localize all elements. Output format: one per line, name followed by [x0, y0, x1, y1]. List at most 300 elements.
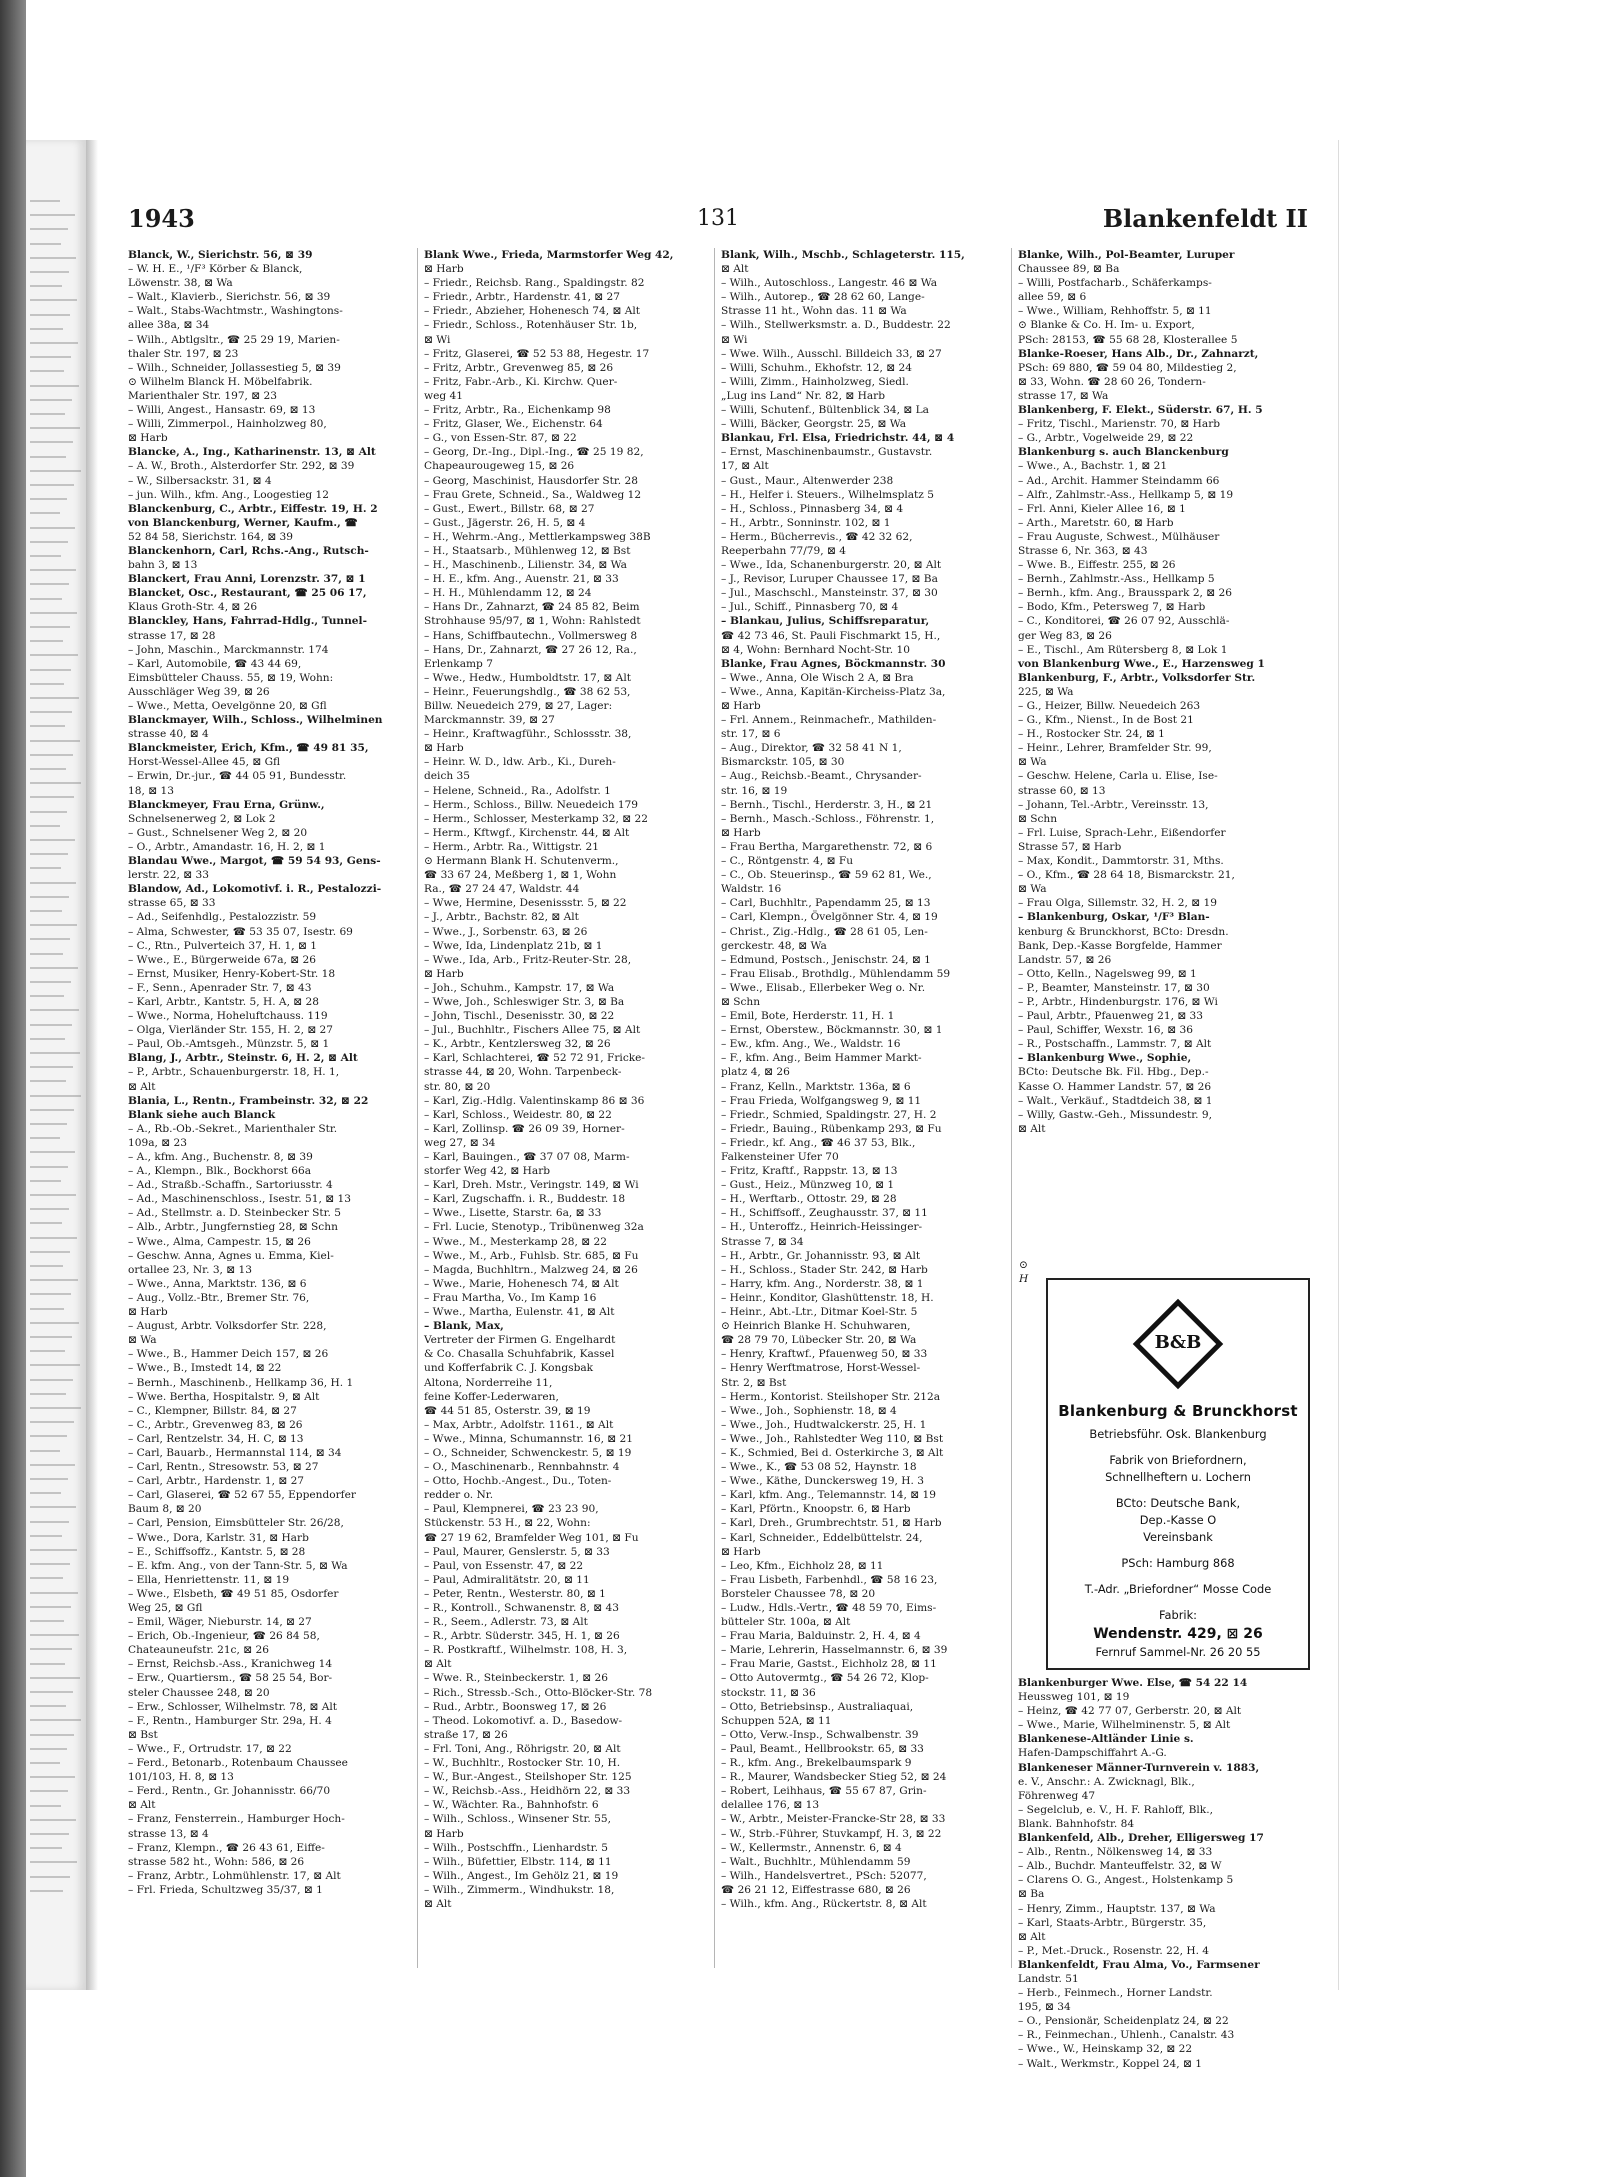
directory-entry-line: „Lug ins Land“ Nr. 82, ⊠ Harb	[721, 389, 886, 402]
ad-company-name: Blankenburg & Brunckhorst	[1058, 1402, 1298, 1420]
previous-page-text-trace	[30, 1123, 67, 1125]
directory-entry-line: Blania, L., Rentn., Frambeinstr. 32, ⊠ 22	[128, 1094, 369, 1107]
directory-entry-line: Blanckmeyer, Frau Erna, Grünw.,	[128, 798, 325, 811]
directory-entry-line: – Gust., Heiz., Münzweg 10, ⊠ 1	[721, 1179, 895, 1192]
directory-entry-line: Blankenese-Altländer Linie s.	[1018, 1733, 1194, 1746]
directory-entry-line: – H., Werftarb., Ottostr. 29, ⊠ 28	[721, 1193, 897, 1206]
previous-page-text-trace	[30, 768, 66, 770]
previous-page-text-trace	[30, 1379, 73, 1381]
directory-entry-line: – Wwe., Anna, Marktstr. 136, ⊠ 6	[128, 1277, 307, 1290]
previous-page-text-trace	[30, 796, 74, 798]
directory-entry-line: – Frl. Lucie, Stenotyp., Tribünenweg 32a	[424, 1221, 644, 1234]
directory-entry-line: – R. Postkraftf., Wilhelmstr. 108, H. 3,	[424, 1644, 628, 1657]
directory-entry-line: – W., Strb.-Führer, Stuvkampf, H. 3, ⊠ 22	[721, 1827, 942, 1840]
directory-entry-line: Blanke, Wilh., Pol-Beamter, Luruper	[1018, 249, 1235, 261]
directory-entry-line: lerstr. 22, ⊠ 33	[128, 869, 209, 882]
directory-entry-line: – Karl, Staats-Arbtr., Bürgerstr. 35,	[1018, 1916, 1207, 1929]
previous-page-text-trace	[30, 569, 76, 571]
previous-page-text-trace	[30, 541, 68, 543]
directory-entry-line: Landstr. 57, ⊠ 26	[1018, 953, 1112, 966]
directory-entry-line: – Theod. Lokomotivf. a. D., Basedow-	[424, 1714, 623, 1727]
directory-entry-line: – Franz, Fensterrein., Hamburger Hoch-	[128, 1813, 345, 1826]
directory-entry-line: ⊠ Wi	[721, 333, 748, 346]
directory-entry-line: – John, Tischl., Desenisstr. 30, ⊠ 22	[424, 1010, 615, 1023]
directory-entry-line: – Bernh., Maschinenb., Hellkamp 36, H. 1	[128, 1376, 354, 1389]
directory-entry-line: – Heinr. W. D., ldw. Arb., Ki., Dureh-	[424, 756, 616, 769]
page-gutter-shadow	[86, 140, 98, 1990]
directory-entry-line: Blanckenburg, C., Arbtr., Eiffestr. 19, H. 2	[128, 502, 378, 515]
directory-entry-line: – Paul, Klempnerei, ☎ 23 23 90,	[424, 1503, 599, 1516]
previous-page-text-trace	[30, 782, 81, 784]
directory-entry-line: – H. H., Mühlendamm 12, ⊠ 24	[424, 587, 592, 600]
directory-entry-line: – R., Feinmechan., Uhlenh., Canalstr. 43	[1018, 2029, 1235, 2042]
directory-entry-line: – Georg, Maschinist, Hausdorfer Str. 28	[424, 474, 639, 487]
previous-page-text-trace	[30, 1450, 60, 1452]
directory-entry-line: bahn 3, ⊠ 13	[128, 559, 198, 572]
directory-entry-line: – Wwe., William, Rehhoffstr. 5, ⊠ 11	[1018, 305, 1212, 318]
directory-entry-line: – Geschw. Anna, Agnes u. Emma, Kiel-	[128, 1249, 334, 1262]
directory-entry-line: Erlenkamp 7	[424, 657, 493, 670]
directory-entry-line: – H., Unteroffz., Heinrich-Heissinger-	[721, 1221, 923, 1234]
directory-entry-line: – Willi, Postfacharb., Schäferkamps-	[1018, 277, 1212, 290]
directory-entry-line: – R., Kontroll., Schwanenstr. 8, ⊠ 43	[424, 1602, 619, 1614]
directory-entry-line: – Wwe., Joh., Sophienstr. 18, ⊠ 4	[721, 1404, 897, 1417]
previous-page-text-trace	[30, 342, 78, 344]
directory-entry-line: – W., Bur.-Angest., Steilshoper Str. 125	[424, 1771, 632, 1784]
previous-page-text-trace	[30, 1577, 63, 1579]
directory-entry-line: feine Koffer-Lederwaren,	[424, 1390, 559, 1403]
previous-page-text-trace	[30, 1080, 66, 1082]
directory-entry-line: Chapeaurougeweg 15, ⊠ 26	[424, 460, 575, 473]
stamp-letter: H	[1019, 1273, 1029, 1285]
directory-entry-line: – F., kfm. Ang., Beim Hammer Markt-	[721, 1052, 922, 1065]
previous-page-text-trace	[30, 1237, 77, 1239]
column-4-upper	[1018, 248, 1301, 1253]
directory-entry-line: – Karl, Zig.-Hdlg. Valentinskamp 86 ⊠ 36	[424, 1094, 645, 1107]
previous-page-text-trace	[30, 1421, 74, 1423]
directory-entry-line: allee 38a, ⊠ 34	[128, 319, 210, 332]
directory-entry-line: – Ad., Seifenhdlg., Pestalozzistr. 59	[128, 911, 317, 924]
directory-entry-line: ⊠ Harb	[128, 432, 168, 445]
directory-entry-line: – W., Arbtr., Meister-Francke-Str 28, ⊠ 33	[721, 1813, 946, 1826]
directory-entry-line: weg 41	[424, 389, 463, 402]
directory-entry-line: – G., Arbtr., Vogelweide 29, ⊠ 22	[1018, 432, 1194, 445]
directory-entry-line: Billw. Neuedeich 279, ⊠ 27, Lager:	[424, 700, 613, 712]
directory-entry-line: – Otto, Betriebsinsp., Australiaquai,	[721, 1700, 914, 1713]
previous-page-text-trace	[30, 1762, 60, 1764]
directory-entry-line: – Johann, Tel.-Arbtr., Vereinsstr. 13,	[1018, 798, 1209, 811]
directory-entry-line: – Ernst, Maschinenbaumstr., Gustavstr.	[721, 446, 933, 459]
directory-entry-line: von Blanckenburg, Werner, Kaufm., ☎	[128, 516, 358, 529]
directory-entry-line: ⊠ Harb	[424, 967, 464, 980]
directory-entry-line: – Wwe., E., Bürgerweide 67a, ⊠ 26	[128, 953, 317, 966]
directory-entry-line: – Robert, Leihhaus, ☎ 55 67 87, Grin-	[721, 1785, 927, 1798]
directory-entry-line: – Wilh., kfm. Ang., Rückertstr. 8, ⊠ Alt	[721, 1897, 927, 1910]
directory-entry-line: – Otto, Hochb.-Angest., Du., Toten-	[424, 1475, 612, 1488]
directory-entry-line: Marckmannstr. 39, ⊠ 27	[424, 714, 555, 727]
previous-page-text-trace	[30, 867, 61, 869]
directory-entry-line: – Magda, Buchhltrn., Malzweg 24, ⊠ 26	[424, 1263, 638, 1276]
directory-entry-line: Heussweg 101, ⊠ 19	[1018, 1691, 1130, 1704]
directory-entry-line: – Frau Lisbeth, Farbenhdl., ☎ 58 16 23,	[721, 1573, 938, 1586]
directory-entry-line: – Paul, Arbtr., Pfauenweg 21, ⊠ 33	[1018, 1010, 1204, 1023]
directory-entry-line: Blanckmayer, Wilh., Schloss., Wilhelminen	[128, 714, 383, 727]
directory-entry-line: – Wwe, Hermine, Desenissstr. 5, ⊠ 22	[424, 897, 627, 910]
directory-entry-line: – H., Arbtr., Gr. Johannisstr. 93, ⊠ Alt	[721, 1249, 921, 1262]
previous-page-text-trace	[30, 654, 78, 656]
directory-entry-line: Weg 25, ⊠ Gfl	[128, 1602, 203, 1614]
previous-page-text-trace	[30, 399, 72, 401]
directory-entry-line: – Wilh., Schneider, Jollassestieg 5, ⊠ 39	[128, 361, 341, 374]
directory-entry-line: – Wwe., Minna, Schumannstr. 16, ⊠ 21	[424, 1432, 634, 1445]
previous-page-text-trace	[30, 370, 64, 372]
directory-entry-line: PSch: 69 880, ☎ 59 04 80, Mildestieg 2,	[1018, 361, 1237, 374]
directory-entry-line: ⊠ Wa	[1018, 883, 1047, 896]
directory-entry-line: – K., Arbtr., Kentzlersweg 32, ⊠ 26	[424, 1038, 611, 1051]
directory-entry-line: – Frl. Luise, Sprach-Lehr., Eißendorfer	[1018, 826, 1226, 839]
directory-entry-line: – Wwe, Ida, Lindenplatz 21b, ⊠ 1	[424, 939, 603, 952]
previous-page-text-trace	[30, 825, 60, 827]
company-advertisement	[1046, 1278, 1310, 1670]
directory-entry-line: – Walt., Verkäuf., Stadtdeich 38, ⊠ 1	[1018, 1094, 1213, 1107]
directory-entry-line: – Wwe., M., Arb., Fuhlsb. Str. 685, ⊠ Fu	[424, 1249, 639, 1262]
directory-entry-line: – Wwe. Wilh., Ausschl. Billdeich 33, ⊠ 27	[721, 347, 942, 360]
directory-entry-line: – Ad., Archit. Hammer Steindamm 66	[1018, 474, 1220, 487]
directory-entry-line: ☎ 28 79 70, Lübecker Str. 20, ⊠ Wa	[721, 1334, 917, 1347]
directory-entry-line: – Bernh., Tischl., Herderstr. 3, H., ⊠ 21	[721, 798, 933, 811]
directory-entry-line: – Willi, Bäcker, Georgstr. 25, ⊠ Wa	[721, 418, 907, 431]
previous-page-text-trace	[30, 725, 65, 727]
header-year: 1943	[128, 204, 195, 233]
ad-line: Dep.-Kasse O	[1139, 1513, 1217, 1527]
previous-page-text-trace	[30, 1748, 67, 1750]
directory-entry-line: – Fritz, Glaserei, ☎ 52 53 88, Hegestr. 17	[424, 347, 650, 360]
directory-entry-line: ⊠ 33, Wohn. ☎ 28 60 26, Tondern-	[1018, 375, 1206, 388]
directory-entry-line: deich 35	[424, 770, 471, 783]
directory-entry-line: ⊠ Schn	[721, 995, 761, 1008]
directory-entry-line: Eimsbütteler Chauss. 55, ⊠ 19, Wohn:	[128, 671, 334, 684]
directory-entry-line: – Wwe., J., Sorbenstr. 63, ⊠ 26	[424, 925, 588, 938]
directory-entry-line: – Wwe., Metta, Oevelgönne 20, ⊠ Gfl	[128, 700, 327, 712]
previous-page-text-trace	[30, 314, 70, 316]
directory-entry-line: – Friedr., Schloss., Rotenhäuser Str. 1b,	[424, 319, 638, 332]
directory-entry-line: ⊠ Harb	[424, 263, 464, 276]
previous-page-text-trace	[30, 598, 62, 600]
directory-entry-line: – Blankenburg Wwe., Sophie,	[1018, 1052, 1192, 1065]
directory-entry-line: – Hans, Schiffbautechn., Vollmersweg 8	[424, 629, 638, 642]
directory-entry-line: – Karl, Schneider., Eddelbüttelstr. 24,	[721, 1531, 923, 1544]
directory-entry-line: 52 84 58, Sierichstr. 164, ⊠ 39	[128, 530, 294, 543]
previous-page-text-trace	[30, 981, 71, 983]
directory-entry-line: Blanckert, Frau Anni, Lorenzstr. 37, ⊠ 1	[128, 573, 366, 586]
directory-entry-line: – Wilh., Stellwerksmstr. a. D., Buddestr. 22	[721, 319, 951, 332]
directory-entry-line: – Frl. Anni, Kieler Allee 16, ⊠ 1	[1018, 502, 1186, 515]
directory-entry-line: Stückenstr. 53 H., ⊠ 22, Wohn:	[424, 1517, 591, 1530]
previous-page-text-trace	[30, 1180, 61, 1182]
column-divider	[1011, 248, 1012, 1968]
directory-entry-line: – Karl, Schlachterei, ☎ 52 72 91, Fricke-	[424, 1052, 646, 1065]
ad-phone: Fernruf Sammel-Nr. 26 20 55	[1095, 1645, 1261, 1659]
previous-page-text-trace	[30, 1890, 63, 1892]
previous-page-text-trace	[30, 1549, 77, 1551]
ad-line: BCto: Deutsche Bank,	[1115, 1496, 1241, 1510]
directory-entry-line: bütteler Str. 100a, ⊠ Alt	[721, 1616, 851, 1629]
directory-entry-line: – Wilh., Schloss., Winsener Str. 55,	[424, 1813, 611, 1826]
directory-entry-line: – Carl, Rentzelstr. 34, H. C, ⊠ 13	[128, 1432, 304, 1445]
directory-entry-line: – H., Schiffsoff., Zeughausstr. 37, ⊠ 11	[721, 1207, 928, 1220]
directory-entry-line: – Wwe., Dora, Karlstr. 31, ⊠ Harb	[128, 1531, 309, 1544]
directory-entry-line: – Karl, Zugschaffn. i. R., Buddestr. 18	[424, 1193, 626, 1206]
directory-entry-line: Kasse O. Hammer Landstr. 57, ⊠ 26	[1018, 1080, 1212, 1093]
directory-entry-line: ⊠ Schn	[1018, 812, 1058, 825]
directory-entry-line: – Paul, von Essenstr. 47, ⊠ 22	[424, 1559, 584, 1572]
directory-entry-line: – Fritz, Arbtr., Ra., Eichenkamp 98	[424, 404, 611, 417]
directory-entry-line: – H., Arbtr., Sonninstr. 102, ⊠ 1	[721, 516, 891, 529]
directory-entry-line: – Ferd., Rentn., Gr. Johannisstr. 66/70	[128, 1785, 331, 1798]
directory-entry-line: – Paul, Beamt., Hellbrookstr. 65, ⊠ 33	[721, 1742, 924, 1755]
directory-entry-line: ⊠ Bst	[128, 1728, 158, 1741]
previous-page-text-trace	[30, 896, 69, 898]
directory-entry-line: – Carl, Bauarb., Hermannstal 114, ⊠ 34	[128, 1446, 342, 1459]
previous-page-text-trace	[30, 1364, 80, 1366]
directory-entry-line: – Willi, Zimmerpol., Hainholzweg 80,	[128, 418, 327, 431]
directory-entry-line: Blanke-Roeser, Hans Alb., Dr., Zahnarzt,	[1018, 347, 1259, 360]
directory-entry-line: – Wwe., K., ☎ 53 08 52, Haynstr. 18	[721, 1461, 917, 1474]
directory-entry-line: Blancke, A., Ing., Katharinenstr. 13, ⊠ Alt	[128, 446, 376, 459]
previous-page-text-trace	[30, 583, 69, 585]
directory-entry-line: – Peter, Rentn., Westerstr. 80, ⊠ 1	[424, 1587, 606, 1600]
directory-entry-line: – Frau Bertha, Margarethenstr. 72, ⊠ 6	[721, 840, 933, 853]
directory-entry-line: – Carl, Rentn., Stresowstr. 53, ⊠ 27	[128, 1461, 319, 1474]
directory-entry-line: – G., von Essen-Str. 87, ⊠ 22	[424, 432, 577, 445]
previous-page-text-trace	[30, 640, 63, 642]
directory-entry-line: platz 4, ⊠ 26	[721, 1066, 790, 1079]
directory-entry-line: – Bodo, Kfm., Petersweg 7, ⊠ Harb	[1018, 601, 1206, 614]
directory-entry-line: – Alb., Arbtr., Jungfernstieg 28, ⊠ Schn	[128, 1221, 338, 1234]
previous-page-text-trace	[30, 427, 80, 429]
directory-entry-line: Str. 2, ⊠ Bst	[721, 1376, 787, 1389]
directory-entry-line: – Gust., Ewert., Billstr. 68, ⊠ 27	[424, 502, 595, 515]
previous-page-text-trace	[30, 1506, 76, 1508]
directory-entry-line: – Herm., Schloss., Billw. Neuedeich 179	[424, 798, 639, 811]
directory-entry-line: – E., Schiffsoffz., Kantstr. 5, ⊠ 28	[128, 1545, 306, 1558]
directory-entry-line: – Henry, Kraftwf., Pfauenweg 50, ⊠ 33	[721, 1348, 928, 1361]
previous-page-text-trace	[30, 1009, 79, 1011]
directory-entry-line: – Otto Autovermtg., ☎ 54 26 72, Klop-	[721, 1672, 929, 1685]
directory-entry-line: ☎ 33 67 24, Meßberg 1, ⊠ 1, Wohn	[424, 869, 617, 882]
ad-line: Fabrik von Briefordnern,	[1109, 1453, 1247, 1467]
directory-entry-line: – F., Rentn., Hamburger Str. 29a, H. 4	[128, 1714, 332, 1727]
directory-entry-line: 225, ⊠ Wa	[1018, 685, 1074, 698]
directory-entry-line: thaler Str. 197, ⊠ 23	[128, 347, 239, 360]
directory-entry-line: – Frl. Annem., Reinmachefr., Mathilden-	[721, 714, 937, 727]
previous-page-text-trace	[30, 214, 75, 216]
directory-entry-line: – Alma, Schwester, ☎ 53 35 07, Isestr. 69	[128, 925, 353, 938]
directory-entry-line: – Frau Elisab., Brothdlg., Mühlendamm 59	[721, 967, 951, 980]
directory-entry-line: – O., Kfm., ☎ 28 64 18, Bismarckstr. 21,	[1018, 869, 1235, 882]
directory-entry-line: – Fritz, Arbtr., Grevenweg 85, ⊠ 26	[424, 361, 614, 374]
directory-entry-line: Blank siehe auch Blanck	[128, 1108, 276, 1121]
directory-entry-line: ⊠ Alt	[721, 263, 749, 276]
directory-entry-line: ⊙ Wilhelm Blanck H. Möbelfabrik.	[128, 375, 313, 388]
directory-entry-line: – Wwe., Joh., Rahlstedter Weg 110, ⊠ Bst	[721, 1432, 944, 1445]
directory-entry-line: – Willi, Schuhm., Ekhofstr. 12, ⊠ 24	[721, 361, 913, 374]
directory-entry-line: – Friedr., Arbtr., Hardenstr. 41, ⊠ 27	[424, 291, 621, 304]
directory-entry-line: – Wwe., A., Bachstr. 1, ⊠ 21	[1018, 460, 1168, 473]
directory-entry-line: – Max, Arbtr., Adolfstr. 1161., ⊠ Alt	[424, 1418, 614, 1431]
directory-entry-line: strasse 582 ht., Wohn: 586, ⊠ 26	[128, 1855, 305, 1868]
directory-entry-line: – John, Maschin., Marckmannstr. 174	[128, 643, 329, 656]
directory-entry-line: von Blankenburg Wwe., E., Harzensweg 1	[1018, 657, 1265, 670]
previous-page-text-trace	[30, 1279, 78, 1281]
directory-entry-line: – P., Beamter, Mansteinstr. 17, ⊠ 30	[1018, 981, 1210, 994]
directory-entry-line: – Wwe., Alma, Campestr. 15, ⊠ 26	[128, 1235, 311, 1248]
directory-entry-line: Blankenburg s. auch Blanckenburg	[1018, 446, 1229, 459]
directory-entry-line: – Aug., Reichsb.-Beamt., Chrysander-	[721, 770, 922, 783]
previous-page-text-trace	[30, 385, 79, 387]
previous-page-text-trace	[30, 1208, 69, 1210]
directory-entry-line: – Bernh., Zahlmstr.-Ass., Hellkamp 5	[1018, 573, 1215, 586]
directory-entry-line: strasse 17, ⊠ Wa	[1018, 389, 1109, 402]
directory-entry-line: – Ad., Straßb.-Schaffn., Sartoriusstr. 4	[128, 1179, 333, 1192]
directory-entry-line: – Karl, Automobile, ☎ 43 44 69,	[128, 657, 302, 670]
directory-entry-line: – Frau Grete, Schneid., Sa., Waldweg 12	[424, 488, 642, 501]
previous-page-text-trace	[30, 1095, 81, 1097]
directory-entry-line: – C., Röntgenstr. 4, ⊠ Fu	[721, 855, 854, 868]
directory-entry-line: und Kofferfabrik C. J. Kongsbak	[424, 1362, 594, 1375]
directory-entry-line: – Herm., Kontorist. Steilshoper Str. 212a	[721, 1390, 941, 1403]
previous-page-text-trace	[30, 811, 67, 813]
directory-entry-line: – W., Reichsb.-Ass., Heidhörn 22, ⊠ 33	[424, 1785, 631, 1798]
directory-entry-line: – O., Maschinenarb., Rennbahnstr. 4	[424, 1461, 620, 1474]
ad-address: Wendenstr. 429, ⊠ 26	[1093, 1626, 1263, 1642]
directory-entry-line: ⊙ Hermann Blank H. Schutenverm.,	[424, 855, 619, 868]
directory-entry-line: Vertreter der Firmen G. Engelhardt	[424, 1334, 616, 1347]
previous-page-text-trace	[30, 1265, 63, 1267]
directory-entry-line: – Heinr., Konditor, Glashüttenstr. 18, H.	[721, 1291, 934, 1304]
previous-page-text-trace	[30, 228, 68, 230]
directory-entry-line: – W., Silbersackstr. 31, ⊠ 4	[128, 474, 272, 487]
directory-entry-line: Blank Wwe., Frieda, Marmstorfer Weg 42,	[424, 249, 674, 261]
previous-page-text-trace	[30, 1336, 72, 1338]
directory-entry-line: – Heinr., Feuerungshdlg., ☎ 38 62 53,	[424, 685, 631, 698]
directory-entry-line: – Blankau, Julius, Schiffsreparatur,	[721, 615, 930, 628]
previous-page-text-trace	[30, 711, 72, 713]
directory-entry-line: Strasse 57, ⊠ Harb	[1018, 840, 1122, 853]
directory-entry-line: – Gust., Schnelsener Weg 2, ⊠ 20	[128, 826, 308, 839]
directory-entry-line: – Hans Dr., Zahnarzt, ☎ 24 85 82, Beim	[424, 601, 640, 614]
ad-line: PSch: Hamburg 868	[1121, 1556, 1235, 1570]
previous-page-text-trace	[30, 356, 71, 358]
directory-entry-line: – Walt., Stabs-Wachtmstr., Washingtons-	[128, 305, 343, 318]
directory-entry-line: – W., Wächter. Ra., Bahnhofstr. 6	[424, 1799, 599, 1812]
directory-entry-line: – Wwe., Marie, Wilhelminenstr. 5, ⊠ Alt	[1018, 1719, 1231, 1732]
directory-entry-line: ⊠ Alt	[424, 1658, 452, 1671]
directory-entry-line: – Bernh., kfm. Ang., Brausspark 2, ⊠ 26	[1018, 587, 1233, 600]
directory-entry-line: – G., Kfm., Nienst., In de Bost 21	[1018, 714, 1194, 727]
directory-entry-line: – Ernst, Reichsb.-Ass., Kranichweg 14	[128, 1658, 333, 1671]
directory-entry-line: – Ad., Stellmstr. a. D. Steinbecker Str. 5	[128, 1207, 342, 1220]
directory-entry-line: – Edmund, Postsch., Jenischstr. 24, ⊠ 1	[721, 953, 931, 966]
directory-entry-line: 195, ⊠ 34	[1018, 2001, 1071, 2014]
directory-entry-line: Strasse 11 ht., Wohn das. 11 ⊠ Wa	[721, 305, 907, 318]
previous-page-text-trace	[30, 839, 75, 841]
directory-entry-line: – Fritz, Tischl., Marienstr. 70, ⊠ Harb	[1018, 418, 1221, 431]
directory-entry-line: ☎ 27 19 62, Bramfelder Weg 101, ⊠ Fu	[424, 1531, 639, 1544]
previous-page-text-trace	[30, 328, 63, 330]
directory-entry-line: – Wilh., Zimmerm., Windhukstr. 18,	[424, 1883, 615, 1896]
directory-entry-line: strasse 44, ⊠ 20, Wohn. Tarpenbeck-	[424, 1066, 622, 1079]
previous-page-text-trace	[30, 697, 79, 699]
directory-entry-line: – Rich., Stressb.-Sch., Otto-Blöcker-Str. 78	[424, 1686, 653, 1699]
directory-entry-line: – Wwe. Bertha, Hospitalstr. 9, ⊠ Alt	[128, 1390, 320, 1403]
directory-entry-line: ⊠ Harb	[424, 742, 464, 755]
directory-entry-line: – O., Pensionär, Scheidenplatz 24, ⊠ 22	[1018, 2015, 1229, 2028]
directory-entry-line: – Wilh., Autoschloss., Langestr. 46 ⊠ Wa	[721, 277, 938, 290]
directory-entry-line: – Georg, Dr.-Ing., Dipl.-Ing., ☎ 25 19 82,	[424, 446, 644, 459]
directory-entry-line: – H., Staatsarb., Mühlenweg 12, ⊠ Bst	[424, 544, 631, 557]
previous-page-text-trace	[30, 1847, 62, 1849]
previous-page-text-trace	[30, 1137, 60, 1139]
previous-page-text-trace	[30, 243, 61, 245]
previous-page-text-trace	[30, 754, 73, 756]
directory-entry-line: Strohhause 95/97, ⊠ 1, Wohn: Rahlstedt	[424, 615, 641, 628]
directory-entry-line: 17, ⊠ Alt	[721, 460, 769, 473]
directory-entry-line: str. 80, ⊠ 20	[424, 1080, 491, 1093]
directory-entry-line: – Bernh., Masch.-Schloss., Föhrenstr. 1,	[721, 812, 935, 825]
directory-entry-line: ⊠ Alt	[424, 1897, 452, 1910]
previous-page-text-trace	[30, 1833, 69, 1835]
directory-entry-line: Marienthaler Str. 197, ⊠ 23	[128, 389, 278, 402]
directory-entry-line: Blankenburger Wwe. Else, ☎ 54 22 14	[1018, 1677, 1248, 1689]
previous-page-text-trace	[30, 484, 74, 486]
directory-entry-line: – R., Arbtr. Süderstr. 345, H. 1, ⊠ 26	[424, 1630, 620, 1643]
directory-entry-line: – Friedr., Abzieher, Hohenesch 74, ⊠ Alt	[424, 305, 641, 318]
ad-line: Betriebsführ. Osk. Blankenburg	[1089, 1427, 1267, 1441]
directory-entry-line: Blanckenhorn, Carl, Rchs.-Ang., Rutsch-	[128, 544, 369, 557]
directory-entry-line: – Helene, Schneid., Ra., Adolfstr. 1	[424, 784, 611, 797]
directory-entry-line: – Blank, Max,	[424, 1320, 504, 1333]
directory-entry-line: – Wwe., B., Imstedt 14, ⊠ 22	[128, 1362, 282, 1375]
directory-entry-line: – Wilh., Angest., Im Gehölz 21, ⊠ 19	[424, 1869, 619, 1882]
directory-entry-line: ⊠ Wa	[1018, 756, 1047, 769]
directory-entry-line: 18, ⊠ 13	[128, 784, 174, 797]
previous-page-edge	[26, 140, 87, 1990]
column-2	[424, 248, 707, 1968]
directory-entry-line: – P., Arbtr., Schauenburgerstr. 18, H. 1,	[128, 1066, 340, 1079]
previous-page-text-trace	[30, 938, 70, 940]
directory-entry-line: – Heinr., Lehrer, Bramfelder Str. 99,	[1018, 742, 1212, 755]
directory-entry-line: ⊠ Harb	[721, 826, 761, 839]
directory-entry-line: – Paul, Ob.-Amtsgeh., Münzstr. 5, ⊠ 1	[128, 1038, 330, 1051]
previous-page-text-trace	[30, 1734, 74, 1736]
ad-line: Vereinsbank	[1143, 1530, 1213, 1544]
previous-page-text-trace	[30, 413, 65, 415]
directory-entry-line: – Carl, Buchhltr., Papendamm 25, ⊠ 13	[721, 897, 931, 910]
directory-entry-line: Blang, J., Arbtr., Steinstr. 6, H. 2, ⊠ Alt	[128, 1052, 358, 1065]
previous-page-text-trace	[30, 200, 60, 202]
entry-columns	[128, 248, 1308, 2070]
directory-entry-line: – A., Rb.-Ob.-Sekret., Marienthaler Str.	[128, 1122, 338, 1135]
directory-entry-line: – H. E., kfm. Ang., Auenstr. 21, ⊠ 33	[424, 573, 619, 586]
directory-entry-line: – Wilh., Abtlgsltr., ☎ 25 29 19, Marien-	[128, 333, 340, 346]
directory-entry-line: Schuppen 52A, ⊠ 11	[721, 1714, 832, 1727]
directory-entry-line: Ausschläger Weg 39, ⊠ 26	[128, 685, 270, 698]
previous-page-text-trace	[30, 683, 64, 685]
directory-entry-line: – H., Schloss., Pinnasberg 34, ⊠ 4	[721, 502, 904, 515]
directory-entry-line: Löwenstr. 38, ⊠ Wa	[128, 277, 233, 290]
directory-entry-line: – F., Senn., Apenrader Str. 7, ⊠ 43	[128, 981, 312, 994]
